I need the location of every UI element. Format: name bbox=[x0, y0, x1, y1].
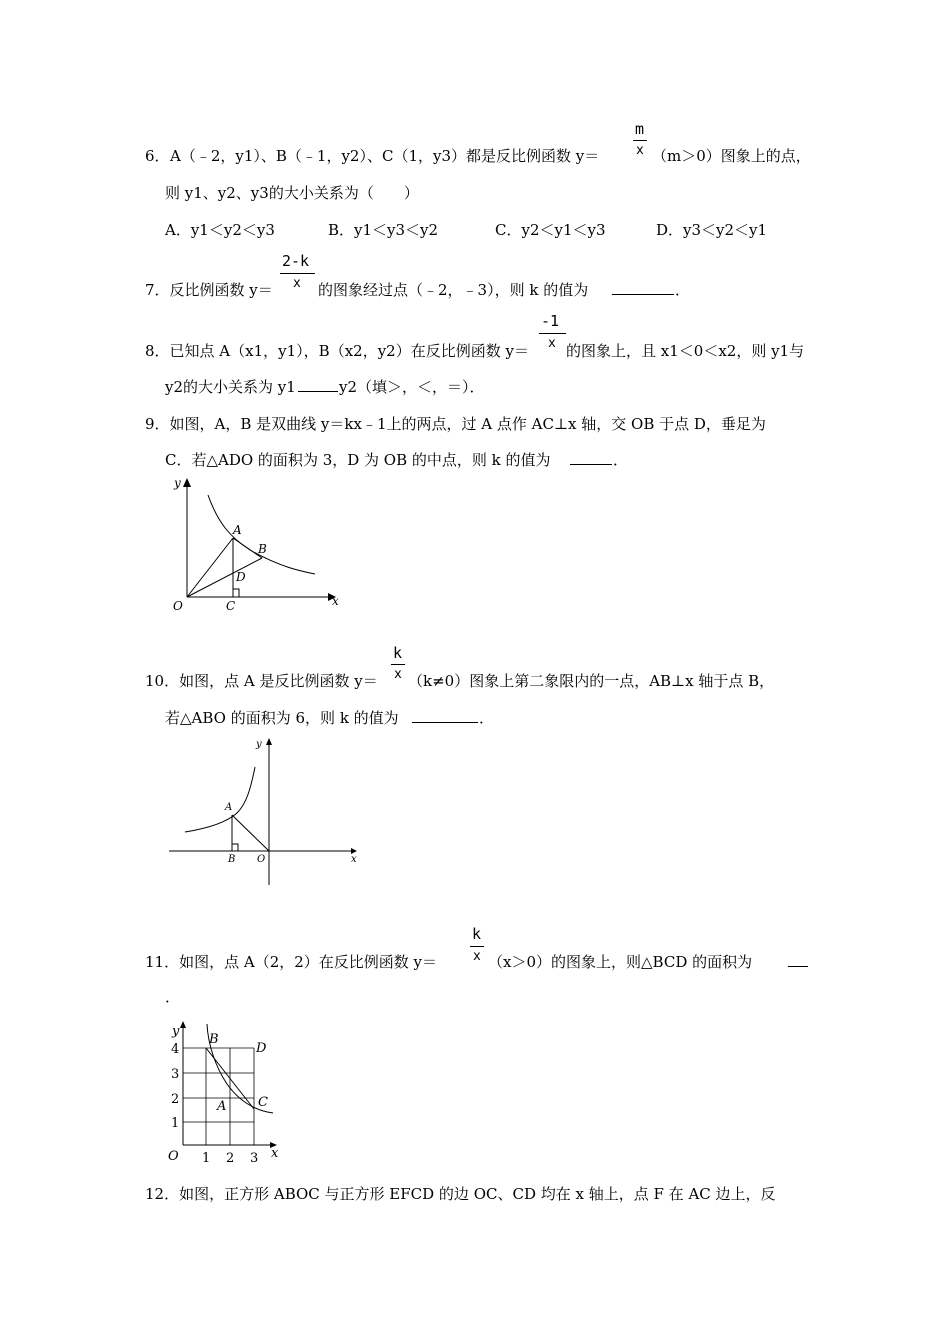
q11-stem-part1: 11．如图，点 A（2，2）在反比例函数 y＝ bbox=[145, 953, 438, 971]
q7-fraction-denominator: x bbox=[293, 276, 301, 291]
q10-figure bbox=[165, 735, 365, 890]
q6-number: 6． bbox=[145, 147, 170, 165]
q8-answer-blank bbox=[298, 377, 338, 392]
q6-fraction-numerator: m bbox=[635, 120, 645, 138]
q10-fraction-denominator: x bbox=[394, 667, 402, 682]
q10-label-a: A bbox=[225, 802, 233, 813]
q10-label-b: B bbox=[228, 854, 236, 865]
q9-label-a: A bbox=[233, 523, 242, 537]
q11-label-a: A bbox=[217, 1099, 227, 1114]
q11-fraction-denominator: x bbox=[473, 949, 481, 964]
q9-label-d: D bbox=[236, 570, 246, 584]
q11-label-x: x bbox=[271, 1146, 279, 1161]
q9-label-o: O bbox=[173, 599, 183, 613]
q6-stem-part2: （m＞0）图象上的点， bbox=[652, 147, 811, 165]
q11-fraction-bar bbox=[470, 946, 484, 947]
q8-line2-part1: y2的大小关系为 y1 bbox=[165, 378, 296, 396]
q11-figure bbox=[163, 1018, 293, 1168]
q10-period: ． bbox=[479, 709, 495, 727]
q10-stem-part2: （k≠0）图象上第二象限内的一点，AB⊥x 轴于点 B， bbox=[408, 672, 775, 690]
q11-label-b: B bbox=[209, 1032, 219, 1047]
q10-label-x: x bbox=[351, 854, 357, 865]
q6-option-d: D．y3＜y2＜y1 bbox=[656, 221, 768, 239]
q7-stem-part1: 7．反比例函数 y＝ bbox=[145, 281, 273, 299]
q9-label-y: y bbox=[174, 476, 181, 490]
q8-stem-part1: 8．已知点 A（x1，y1），B（x2，y2）在反比例函数 y＝ bbox=[145, 342, 529, 360]
q7-answer-blank bbox=[612, 280, 674, 295]
q11-stem-part2: （x＞0）的图象上，则△BCD 的面积为 bbox=[488, 953, 753, 971]
q6-option-c: C．y2＜y1＜y3 bbox=[495, 221, 606, 239]
q6-fraction-denominator: x bbox=[636, 143, 644, 158]
q7-period: ． bbox=[675, 281, 691, 299]
q11-fraction-numerator: k bbox=[472, 925, 482, 943]
q8-fraction-numerator: -1 bbox=[541, 312, 560, 330]
q10-fraction-numerator: k bbox=[393, 644, 403, 662]
q10-label-y: y bbox=[256, 739, 262, 750]
q6-stem-part1: A（﹣2，y1）、B（﹣1，y2）、C（1，y3）都是反比例函数 y＝ bbox=[170, 147, 600, 165]
q6-fraction-bar bbox=[633, 140, 647, 141]
q9-label-b: B bbox=[258, 542, 267, 556]
q11-xtick-3: 3 bbox=[250, 1151, 259, 1166]
q11-answer-blank bbox=[788, 952, 808, 967]
q10-stem-line2: 若△ABO 的面积为 6，则 k 的值为 bbox=[165, 709, 399, 727]
q11-ytick-4: 4 bbox=[171, 1042, 180, 1057]
q11-label-d: D bbox=[256, 1041, 267, 1056]
q11-ytick-1: 1 bbox=[171, 1116, 180, 1131]
q11-xtick-2: 2 bbox=[226, 1151, 235, 1166]
q6-stem-line2: 则 y1、y2、y3的大小关系为（ ） bbox=[165, 184, 419, 202]
q7-fraction-bar bbox=[280, 273, 315, 274]
q7-fraction-numerator: 2-k bbox=[282, 252, 310, 270]
q9-label-x: x bbox=[332, 594, 339, 608]
q8-fraction-bar bbox=[539, 333, 566, 334]
q9-figure bbox=[160, 475, 350, 620]
q11-ytick-2: 2 bbox=[171, 1092, 180, 1107]
q7-stem-part2: 的图象经过点（﹣2，﹣3），则 k 的值为 bbox=[318, 281, 589, 299]
q12-stem-line1: 12．如图，正方形 ABOC 与正方形 EFCD 的边 OC、CD 均在 x 轴上，点 F 在 AC 边上，反 bbox=[145, 1185, 776, 1203]
q9-stem-line1: 9．如图，A，B 是双曲线 y＝kx﹣1上的两点，过 A 点作 AC⊥x 轴，交 OB 于点 D，垂足为 bbox=[145, 415, 766, 433]
q11-label-o: O bbox=[168, 1149, 179, 1164]
q9-label-c: C bbox=[226, 599, 236, 613]
q6-option-b: B．y1＜y3＜y2 bbox=[328, 221, 439, 239]
q9-stem-line2: C．若△ADO 的面积为 3，D 为 OB 的中点，则 k 的值为 bbox=[165, 451, 551, 469]
q6-option-a: A．y1＜y2＜y3 bbox=[165, 221, 275, 239]
q10-stem-part1: 10．如图，点 A 是反比例函数 y＝ bbox=[145, 672, 378, 690]
q9-answer-blank bbox=[570, 450, 612, 465]
q11-label-c: C bbox=[258, 1095, 268, 1110]
q11-stem-line2: ． bbox=[165, 988, 181, 1006]
q11-xtick-1: 1 bbox=[202, 1151, 211, 1166]
q8-stem-part2: 的图象上，且 x1＜0＜x2，则 y1与 bbox=[566, 342, 805, 360]
q8-fraction-denominator: x bbox=[548, 336, 556, 351]
q11-label-y: y bbox=[172, 1024, 180, 1039]
q10-answer-blank bbox=[412, 708, 478, 723]
q11-ytick-3: 3 bbox=[171, 1067, 180, 1082]
q10-label-o: O bbox=[257, 854, 266, 865]
q9-period: ． bbox=[613, 451, 629, 469]
q10-fraction-bar bbox=[391, 664, 405, 665]
q8-line2-part2: y2（填＞，＜，＝）． bbox=[339, 378, 485, 396]
